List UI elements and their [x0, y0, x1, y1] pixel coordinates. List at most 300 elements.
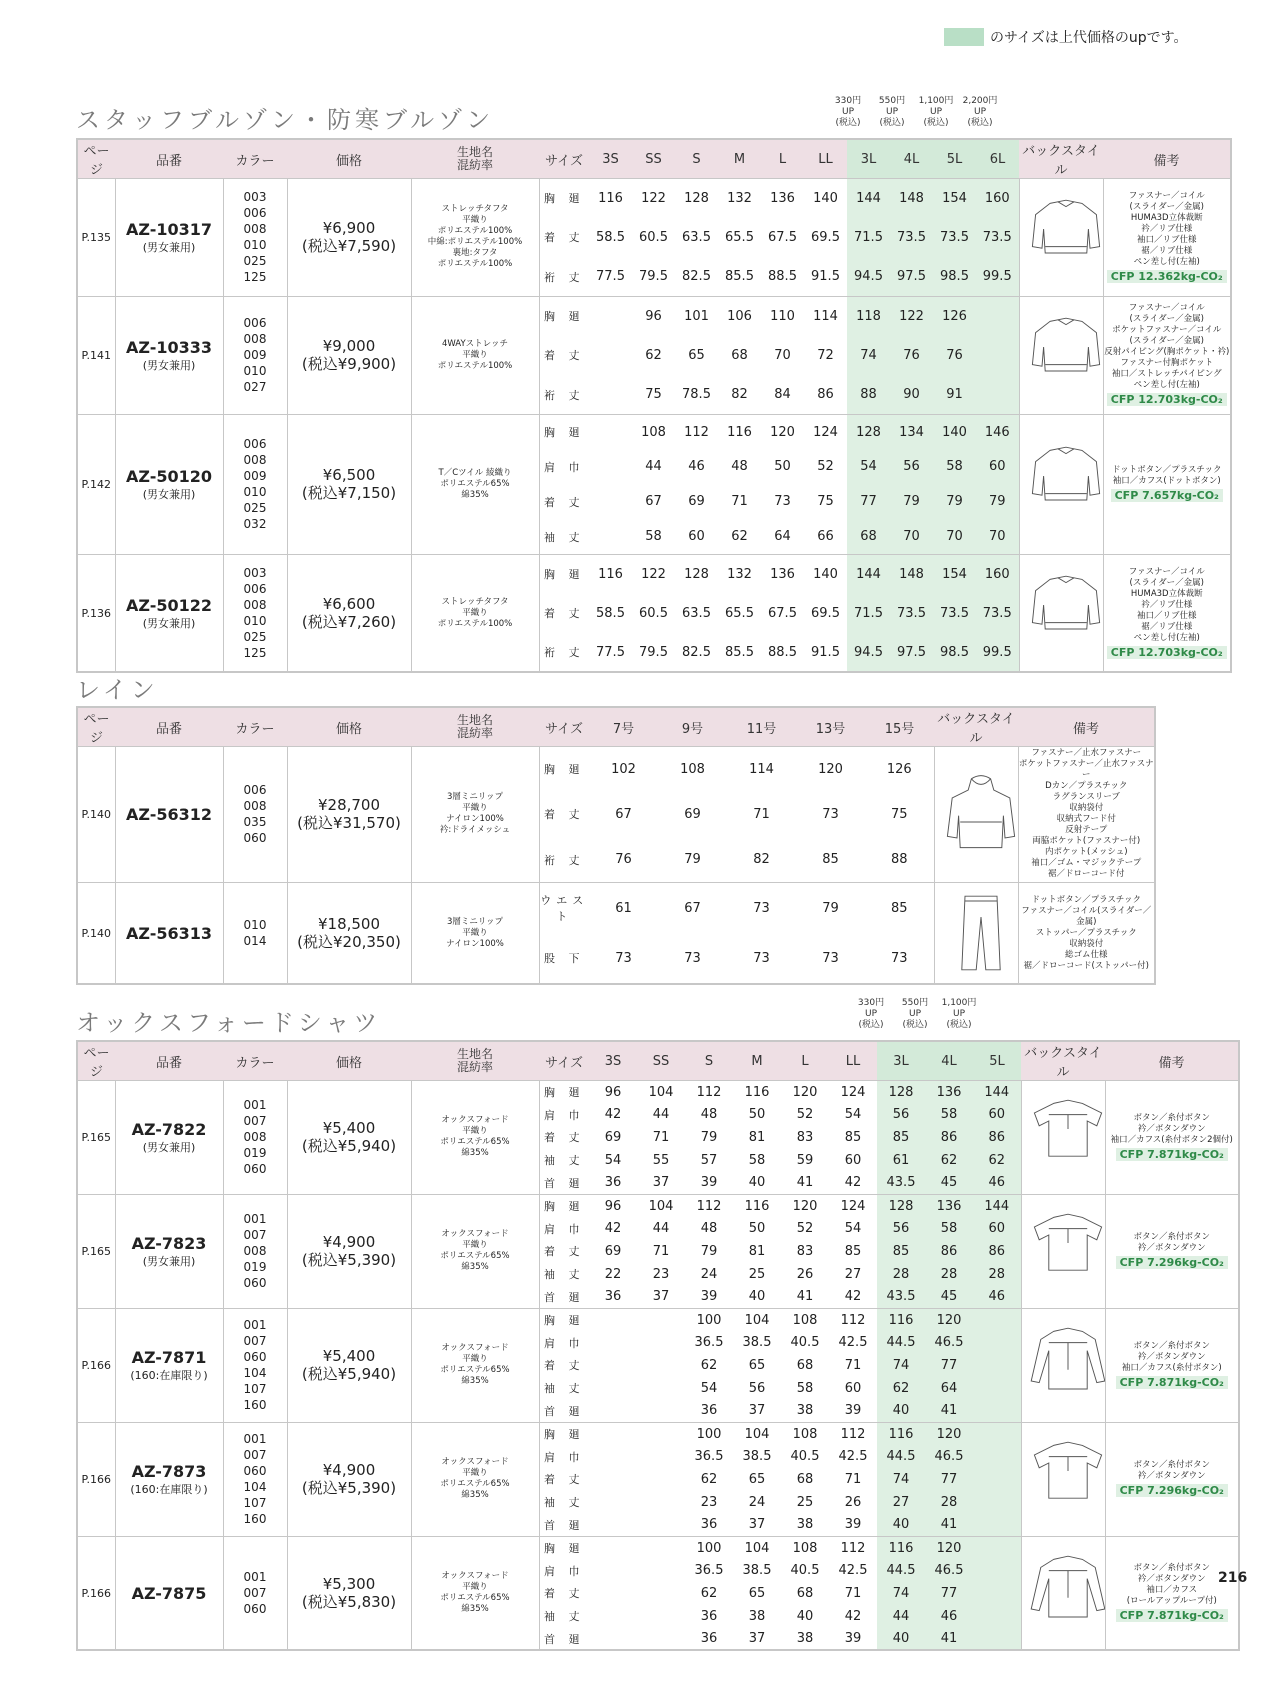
price [287, 1422, 411, 1536]
size-value: 46 [973, 1286, 1021, 1309]
size-value: 122 [632, 554, 675, 593]
size-value: 56 [877, 1217, 925, 1240]
header-size-4L: 4L [925, 1041, 973, 1081]
size-value: 73 [753, 950, 770, 966]
size-value: 70 [774, 347, 791, 363]
measure-label: 胸 廻 [539, 179, 589, 218]
size-value: 73 [822, 806, 839, 822]
header-size-15号: 15号 [865, 707, 934, 747]
back-style [1021, 1081, 1105, 1195]
size-value: 38 [748, 1608, 766, 1624]
measure-label: 袖 丈 [544, 1268, 585, 1282]
measure-label: 袖 丈 [544, 1496, 585, 1510]
size-value: 124 [804, 414, 847, 449]
size-value: 23 [652, 1266, 670, 1282]
price [287, 296, 411, 414]
size-value [589, 1559, 637, 1582]
header-page: ページ [77, 707, 115, 747]
size-value: 50 [748, 1221, 766, 1237]
size-value: 86 [973, 1240, 1021, 1263]
header-size-11号: 11号 [727, 707, 796, 747]
size-value: 85 [877, 1240, 925, 1263]
size-value: 38 [796, 1517, 814, 1533]
product-code: AZ-7823 [131, 1233, 207, 1253]
size-value: 85 [844, 1129, 862, 1145]
size-value: 44 [652, 1221, 670, 1237]
fabric: 3層ミニリップ 平織り ナイロン100% 衿:ドライメッシュ [411, 747, 539, 883]
size-value: 62 [973, 1149, 1021, 1172]
size-value: 116 [718, 414, 761, 449]
table-row [77, 1422, 1239, 1445]
size-value: 79 [976, 484, 1019, 519]
size-value: 90 [890, 375, 933, 414]
price-tax: (税込¥5,940) [301, 1137, 397, 1156]
back-style-illustration [1020, 573, 1104, 653]
table-row [77, 179, 1231, 218]
header-note: 備考 [1103, 139, 1231, 179]
size-value: 91 [933, 375, 976, 414]
size-value: 146 [976, 414, 1019, 449]
size-value: 44.5 [877, 1445, 925, 1468]
size-value: 42 [604, 1221, 622, 1237]
size-value: 140 [804, 179, 847, 218]
measure-label: 着 丈 [544, 349, 585, 363]
product-number [115, 882, 223, 984]
measure-label: 着 丈 [544, 1359, 585, 1373]
size-value [973, 1445, 1021, 1468]
size-value: 70 [933, 519, 976, 554]
size-value: 140 [804, 554, 847, 593]
size-value: 124 [829, 1194, 877, 1217]
size-value: 116 [589, 179, 632, 218]
size-value: 104 [733, 1536, 781, 1559]
cfp-badge: CFP 7.296kg-CO₂ [1116, 1256, 1228, 1269]
header-size-3S: 3S [589, 1041, 637, 1081]
size-value: 114 [804, 296, 847, 335]
size-value: 75 [645, 387, 662, 403]
size-value: 48 [700, 1107, 718, 1123]
back-style [1019, 179, 1103, 297]
price-tax: (税込¥5,390) [301, 1479, 397, 1498]
product-sub: (160:在庫限り) [130, 1368, 208, 1382]
product-number [115, 1422, 223, 1536]
size-value: 28 [877, 1263, 925, 1286]
measure-label: 首 廻 [544, 1632, 585, 1646]
header-item: 品番 [115, 139, 223, 179]
price-value: ¥9,000 [322, 337, 376, 356]
size-value: 73 [890, 950, 908, 966]
price-value: ¥4,900 [322, 1233, 376, 1252]
size-value: 91.5 [811, 644, 840, 660]
measure-label: 袖 丈 [544, 1610, 585, 1624]
size-value: 66 [817, 529, 834, 545]
size-value: 116 [877, 1536, 925, 1559]
size-value: 118 [847, 296, 890, 335]
size-value: 27 [877, 1491, 925, 1514]
header-price: 価格 [287, 139, 411, 179]
size-value: 44 [877, 1605, 925, 1628]
size-value: 97.5 [890, 257, 933, 296]
price-value: ¥5,300 [322, 1575, 376, 1594]
product-code: AZ-7875 [131, 1583, 207, 1603]
size-value: 81 [748, 1243, 766, 1259]
size-value: 68 [796, 1585, 814, 1601]
measure-label: 裄 丈 [544, 853, 585, 867]
size-value: 44 [652, 1107, 670, 1123]
upcharge-label: 330円 UP (税込) [834, 96, 862, 128]
size-value: 144 [973, 1081, 1021, 1104]
size-value: 112 [675, 414, 718, 449]
fabric: オックスフォード 平織り ポリエステル65% 綿35% [411, 1081, 539, 1195]
size-value: 40 [877, 1628, 925, 1651]
page-number: 216 [1218, 1570, 1248, 1586]
price-tax: (税込¥5,830) [301, 1593, 397, 1612]
size-value: 42 [844, 1608, 862, 1624]
size-value: 62 [925, 1149, 973, 1172]
size-value: 44.5 [877, 1559, 925, 1582]
fabric: オックスフォード 平織り ポリエステル65% 綿35% [411, 1308, 539, 1422]
size-value: 160 [976, 179, 1019, 218]
size-value: 124 [829, 1081, 877, 1104]
size-value: 52 [796, 1221, 814, 1237]
size-value: 82 [731, 387, 748, 403]
size-value: 67 [645, 494, 662, 510]
notes [1018, 882, 1155, 984]
size-value: 43.5 [877, 1286, 925, 1309]
size-value: 77 [925, 1468, 973, 1491]
size-value: 46.5 [925, 1445, 973, 1468]
size-value: 65.5 [725, 229, 754, 245]
price-value: ¥28,700 [317, 796, 381, 815]
price [287, 179, 411, 297]
measure-label: 胸 廻 [539, 1422, 589, 1445]
note-text: ファスナー／コイル (スライダー／金属) HUMA3D立体裁断 衿／リブ仕様 袖口／リブ仕様 裾／リブ仕様 ペン差し付(左袖) [1128, 190, 1205, 267]
page-ref: P.166 [77, 1308, 115, 1422]
size-value: 40 [748, 1175, 766, 1191]
section-title-rain: レイン [76, 676, 159, 704]
back-style-illustration [1022, 1553, 1106, 1633]
back-style-illustration [1022, 1439, 1106, 1519]
size-value: 97.5 [890, 633, 933, 672]
size-value: 52 [796, 1107, 814, 1123]
measure-label: 胸 廻 [539, 554, 589, 593]
cfp-badge: CFP 7.871kg-CO₂ [1116, 1609, 1228, 1622]
size-value: 74 [877, 1354, 925, 1377]
header-size-3S: 3S [589, 139, 632, 179]
fabric: ストレッチタフタ 平織り ポリエステル100% [411, 554, 539, 672]
back-style [1019, 414, 1103, 554]
size-value: 108 [632, 414, 675, 449]
upcharge-labels-oxford [849, 998, 981, 1031]
section-title-blouson: スタッフブルゾン・防寒ブルゾン [76, 106, 495, 134]
size-value: 104 [637, 1194, 685, 1217]
back-style [1021, 1194, 1105, 1308]
size-value: 120 [925, 1422, 973, 1445]
price-value: ¥6,900 [322, 219, 376, 238]
size-value: 38 [796, 1403, 814, 1419]
measure-label: 袖 丈 [544, 1154, 585, 1168]
upcharge-label: 1,100円 UP (税込) [918, 96, 954, 128]
header-back-style: バックスタイル [1021, 1041, 1105, 1081]
notes [1103, 179, 1231, 297]
size-value: 74 [877, 1468, 925, 1491]
size-value: 73 [615, 950, 632, 966]
size-value: 68 [731, 347, 748, 363]
size-value: 39 [700, 1289, 718, 1305]
size-value: 60.5 [639, 605, 668, 621]
size-value: 83 [796, 1243, 814, 1259]
header-fabric: 生地名 混紡率 [411, 707, 539, 747]
size-value: 28 [973, 1263, 1021, 1286]
size-value: 45 [925, 1286, 973, 1309]
size-value [976, 336, 1019, 375]
back-style [1021, 1308, 1105, 1422]
size-value [589, 1422, 637, 1445]
measure-label: 袖 丈 [544, 530, 585, 544]
size-value: 65.5 [725, 605, 754, 621]
product-number [115, 554, 223, 672]
size-value: 79 [890, 484, 933, 519]
size-value: 76 [933, 336, 976, 375]
size-value: 100 [685, 1536, 733, 1559]
size-value: 101 [675, 296, 718, 335]
size-value: 73.5 [890, 218, 933, 257]
color-codes: 006 008 009 010 025 032 [223, 414, 287, 554]
size-value: 75 [817, 494, 834, 510]
size-value: 69 [604, 1129, 622, 1145]
size-value: 60 [844, 1152, 862, 1168]
page-ref: P.140 [77, 747, 115, 883]
size-value: 26 [796, 1266, 814, 1282]
size-value [589, 336, 632, 375]
size-value: 114 [727, 747, 796, 792]
size-value: 58.5 [596, 229, 625, 245]
size-value: 85 [844, 1243, 862, 1259]
page-ref: P.142 [77, 414, 115, 554]
size-value: 73.5 [933, 594, 976, 633]
size-value: 100 [685, 1308, 733, 1331]
size-value: 102 [589, 747, 658, 792]
size-value: 69.5 [811, 229, 840, 245]
back-style [1021, 1422, 1105, 1536]
size-value: 132 [718, 179, 761, 218]
size-value [589, 296, 632, 335]
size-value: 108 [781, 1308, 829, 1331]
upcharge-label: 550円 UP (税込) [901, 998, 929, 1030]
page-ref: P.166 [77, 1422, 115, 1536]
size-value: 136 [925, 1194, 973, 1217]
size-value [637, 1354, 685, 1377]
size-value: 25 [796, 1494, 814, 1510]
measure-label: 着 丈 [544, 607, 585, 621]
measure-label: 袖 丈 [544, 1382, 585, 1396]
size-value: 82 [753, 852, 770, 868]
back-style-illustration [935, 893, 1019, 973]
size-value: 73.5 [976, 218, 1019, 257]
price [287, 554, 411, 672]
measure-label: 着 丈 [544, 1473, 585, 1487]
product-sub: (男女兼用) [142, 240, 196, 254]
size-value: 45 [925, 1172, 973, 1195]
size-value: 108 [658, 747, 727, 792]
size-value: 77 [925, 1582, 973, 1605]
size-value: 98.5 [933, 633, 976, 672]
size-value: 46 [973, 1172, 1021, 1195]
size-value [589, 519, 632, 554]
header-page: ページ [77, 139, 115, 179]
measure-label: 胸 廻 [539, 414, 589, 449]
size-value: 42.5 [838, 1449, 868, 1465]
size-value: 61 [877, 1149, 925, 1172]
size-value: 72 [817, 347, 834, 363]
size-value: 88 [847, 375, 890, 414]
header-page: ページ [77, 1041, 115, 1081]
size-value [589, 1514, 637, 1537]
header-item: 品番 [115, 707, 223, 747]
size-value: 77 [847, 484, 890, 519]
back-style-illustration [1020, 315, 1104, 395]
size-value: 120 [925, 1536, 973, 1559]
size-value: 71 [652, 1129, 670, 1145]
notes [1103, 414, 1231, 554]
header-item: 品番 [115, 1041, 223, 1081]
size-value: 70 [976, 519, 1019, 554]
size-value: 136 [761, 179, 804, 218]
measure-label: 裄 丈 [544, 646, 585, 660]
page-ref: P.136 [77, 554, 115, 672]
size-value: 73 [684, 950, 701, 966]
size-value: 67.5 [768, 605, 797, 621]
color-codes: 003 006 008 010 025 125 [223, 554, 287, 672]
size-value: 60 [688, 529, 705, 545]
color-codes: 001 007 008 019 060 [223, 1081, 287, 1195]
size-value: 128 [847, 414, 890, 449]
price-tax: (税込¥7,260) [301, 613, 397, 632]
size-value: 112 [829, 1536, 877, 1559]
size-value: 160 [976, 554, 1019, 593]
notes [1105, 1536, 1239, 1650]
size-value [973, 1605, 1021, 1628]
size-value: 120 [781, 1194, 829, 1217]
measure-label: 着 丈 [544, 495, 585, 509]
size-value: 85 [865, 882, 934, 933]
size-value: 86 [973, 1126, 1021, 1149]
header-size-7号: 7号 [589, 707, 658, 747]
size-value: 144 [973, 1194, 1021, 1217]
header-note: 備考 [1018, 707, 1155, 747]
size-value [637, 1468, 685, 1491]
size-value: 86 [925, 1126, 973, 1149]
fabric: T／Cツイル 綾織り ポリエステル65% 綿35% [411, 414, 539, 554]
size-value [637, 1445, 685, 1468]
size-value: 68 [796, 1471, 814, 1487]
size-value: 99.5 [976, 633, 1019, 672]
size-value: 63.5 [682, 605, 711, 621]
size-value: 62 [877, 1377, 925, 1400]
upcharge-label: 550円 UP (税込) [878, 96, 906, 128]
fabric: ストレッチタフタ 平織り ポリエステル100% 中綿:ポリエステル100% 裏地:タフタ ポリエステル100% [411, 179, 539, 297]
size-value: 54 [847, 449, 890, 484]
fabric: 4WAYストレッチ 平織り ポリエステル100% [411, 296, 539, 414]
size-value [973, 1559, 1021, 1582]
size-value: 41 [925, 1514, 973, 1537]
measure-label: 胸 廻 [539, 1536, 589, 1559]
size-value: 40.5 [790, 1563, 820, 1579]
size-value: 60.5 [639, 229, 668, 245]
measure-label: 胸 廻 [539, 296, 589, 335]
size-value [589, 1400, 637, 1423]
header-size-S: S [685, 1041, 733, 1081]
size-value [637, 1491, 685, 1514]
header-size: サイズ [539, 1041, 589, 1081]
header-size-M: M [733, 1041, 781, 1081]
header-row [77, 1041, 1239, 1081]
size-value: 71 [753, 806, 770, 822]
size-value [976, 296, 1019, 335]
note-text: ファスナー／止水ファスナー ポケットファスナー／止水ファスナー Dカン／プラスチック ラグランスリーブ 収納袋付 収納式フード付 反射テープ 両脇ポケット(ファスナー付) 内ポケット(メッシュ) 袖口／ゴム・マジックテープ 裾／ドローコード付 [1018, 748, 1154, 880]
price [287, 1081, 411, 1195]
back-style-illustration [1022, 1211, 1106, 1291]
size-value: 62 [700, 1585, 718, 1601]
table-row [77, 882, 1155, 933]
price-tax: (税込¥31,570) [297, 814, 401, 833]
price [287, 1536, 411, 1650]
fabric: オックスフォード 平織り ポリエステル65% 綿35% [411, 1422, 539, 1536]
size-value: 56 [877, 1103, 925, 1126]
fabric: オックスフォード 平織り ポリエステル65% 綿35% [411, 1536, 539, 1650]
size-value: 60 [976, 449, 1019, 484]
size-value: 40 [877, 1400, 925, 1423]
measure-label: 胸 廻 [539, 1081, 589, 1104]
size-value: 96 [589, 1081, 637, 1104]
product-code: AZ-50122 [125, 595, 212, 615]
measure-label: 肩 巾 [544, 1108, 585, 1122]
size-value: 116 [733, 1194, 781, 1217]
size-value: 106 [718, 296, 761, 335]
product-code: AZ-56312 [125, 804, 212, 824]
size-value [637, 1308, 685, 1331]
size-value: 104 [637, 1081, 685, 1104]
measure-label: 胸 廻 [539, 1308, 589, 1331]
size-value: 42 [844, 1175, 862, 1191]
size-value: 67 [658, 882, 727, 933]
size-value: 120 [781, 1081, 829, 1104]
price-tax: (税込¥5,390) [301, 1251, 397, 1270]
size-value: 86 [925, 1240, 973, 1263]
product-sub: (男女兼用) [142, 487, 196, 501]
measure-label: 着 丈 [544, 231, 585, 245]
size-value [589, 1445, 637, 1468]
size-value: 42 [844, 1289, 862, 1305]
size-value: 108 [781, 1422, 829, 1445]
note-text: ファスナー／コイル (スライダー／金属) ポケットファスナー／コイル (スライダー／金属) 反射パイピング(胸ポケット・衿) ファスナー付胸ポケット 袖口／ストレッチパイピング ペン差し付(左袖) [1104, 303, 1230, 391]
size-value: 112 [685, 1081, 733, 1104]
size-value: 120 [925, 1308, 973, 1331]
header-fabric: 生地名 混紡率 [411, 139, 539, 179]
size-value [637, 1514, 685, 1537]
size-value: 40 [748, 1289, 766, 1305]
table-blouson [76, 138, 1232, 673]
product-sub: (男女兼用) [142, 1254, 196, 1268]
size-value: 73.5 [976, 594, 1019, 633]
upcharge-label: 2,200円 UP (税込) [962, 96, 998, 128]
size-value: 40 [877, 1514, 925, 1537]
size-value [637, 1400, 685, 1423]
size-value: 68 [847, 519, 890, 554]
size-value: 69 [604, 1243, 622, 1259]
size-value: 79 [933, 484, 976, 519]
size-value: 99.5 [976, 257, 1019, 296]
